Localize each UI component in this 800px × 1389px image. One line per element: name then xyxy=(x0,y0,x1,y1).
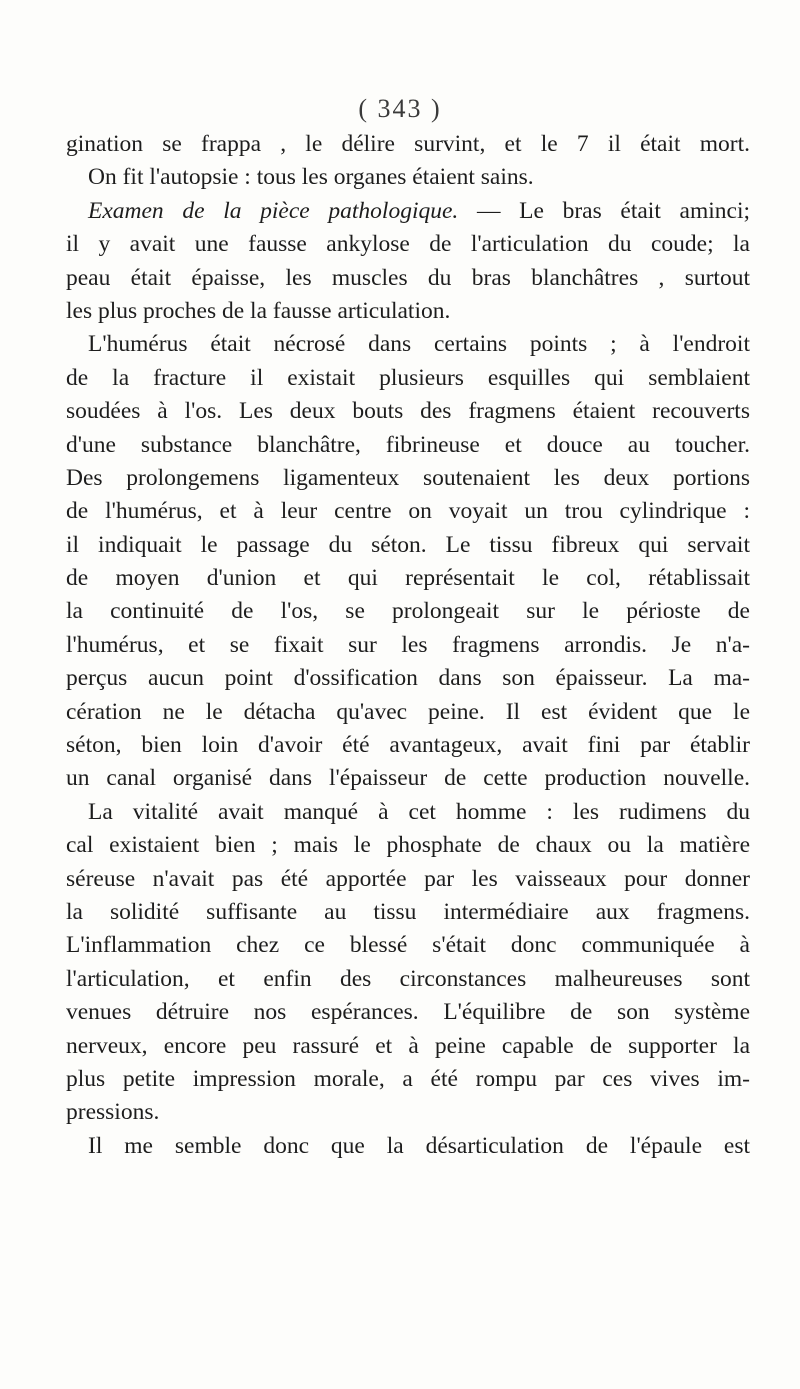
text-line: la solidité suffisante au tissu intermédiaire aux fragmens. xyxy=(66,898,750,925)
text-line: pressions. xyxy=(66,1099,160,1126)
text-line: Il me semble donc que la désarticulation de l'épaule est xyxy=(88,1132,750,1159)
text-line: il indiquait le passage du séton. Le tissu fibreux qui servait xyxy=(66,531,750,558)
text-line: perçus aucun point d'ossification dans son épaisseur. La ma- xyxy=(66,665,750,692)
text-line: nerveux, encore peu rassuré et à peine capable de supporter la xyxy=(66,1032,750,1059)
text-line: L'humérus était nécrosé dans certains points ; à l'endroit xyxy=(88,331,750,358)
text-line: de moyen d'union et qui représentait le col, rétablissait xyxy=(66,565,750,592)
text-line: d'une substance blanchâtre, fibrineuse et douce au toucher. xyxy=(66,431,750,458)
text-line: il y avait une fausse ankylose de l'articulation du coude; la xyxy=(66,231,750,258)
text-line: cal existaient bien ; mais le phosphate de chaux ou la matière xyxy=(66,832,750,859)
text-line: cération ne le détacha qu'avec peine. Il est évident que le xyxy=(66,698,750,725)
text-line: de la fracture il existait plusieurs esquilles qui semblaient xyxy=(66,364,750,391)
text-line: un canal organisé dans l'épaisseur de cette production nouvelle. xyxy=(66,765,750,792)
text-line: soudées à l'os. Les deux bouts des fragmens étaient recouverts xyxy=(66,398,750,425)
page-number: ( 343 ) xyxy=(358,94,442,123)
text-fragment: Le bras était aminci; xyxy=(519,197,751,224)
text-line: l'humérus, et se fixait sur les fragmens arrondis. Je n'a- xyxy=(66,631,750,658)
text-line: venues détruire nos espérances. L'équilibre de son système xyxy=(66,999,750,1026)
text-line: de l'humérus, et à leur centre on voyait un trou cylindrique : xyxy=(66,498,750,525)
body-text xyxy=(66,128,750,1163)
text-line: L'inflammation chez ce blessé s'était donc communiquée à xyxy=(66,932,750,959)
text-line: les plus proches de la fausse articulation. xyxy=(66,297,451,324)
text-line: La vitalité avait manqué à cet homme : les rudimens du xyxy=(88,798,750,825)
section-heading-line xyxy=(66,195,750,228)
text-line: séton, bien loin d'avoir été avantageux, avait fini par établir xyxy=(66,732,750,759)
text-line: peau était épaisse, les muscles du bras blanchâtres , surtout xyxy=(66,264,750,291)
text-line: l'articulation, et enfin des circonstances malheureuses sont xyxy=(66,965,750,992)
section-title: Examen de la pièce pathologique. xyxy=(88,197,459,224)
text-line: gination se frappa , le délire survint, et le 7 il était mort. xyxy=(66,131,750,157)
text-line: On fit l'autopsie : tous les organes étaient sains. xyxy=(88,164,534,191)
text-line: séreuse n'avait pas été apportée par les vaisseaux pour donner xyxy=(66,865,750,892)
text-line: plus petite impression morale, a été rompu par ces vives im- xyxy=(66,1065,750,1092)
em-dash: — xyxy=(458,197,520,224)
text-line: la continuité de l'os, se prolongeait sur le périoste de xyxy=(66,598,750,625)
text-line: Des prolongemens ligamenteux soutenaient les deux portions xyxy=(66,464,750,491)
